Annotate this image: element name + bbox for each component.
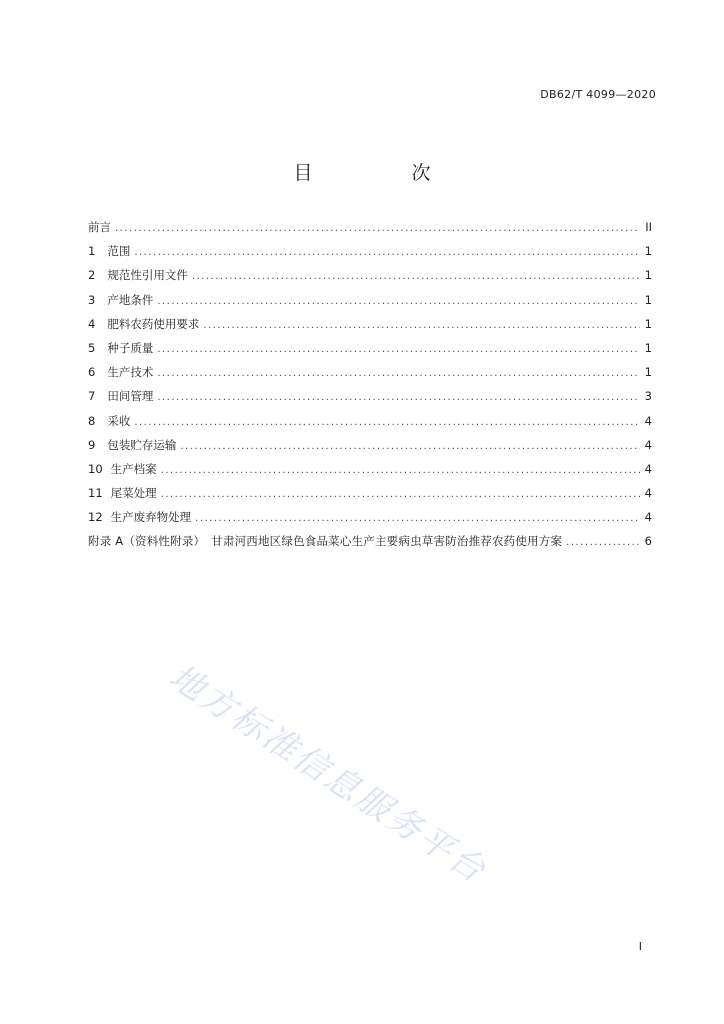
toc-leader bbox=[195, 513, 640, 524]
toc-entry-7[interactable] bbox=[88, 388, 652, 412]
toc-entry-9[interactable] bbox=[88, 437, 652, 461]
toc-page: 4 bbox=[644, 486, 652, 501]
toc-entry-12[interactable] bbox=[88, 509, 652, 533]
toc-entry-2[interactable] bbox=[88, 267, 652, 291]
toc-number: 7 bbox=[88, 389, 96, 404]
toc-leader bbox=[161, 465, 640, 476]
toc-leader bbox=[134, 247, 640, 258]
toc-entry-10[interactable] bbox=[88, 461, 652, 485]
toc-label: 生产废弃物处理 bbox=[110, 510, 192, 525]
toc-entry-3[interactable] bbox=[88, 292, 652, 316]
toc-label: 生产档案 bbox=[110, 461, 157, 476]
toc-page: 1 bbox=[644, 268, 652, 283]
toc-page: 4 bbox=[644, 413, 652, 428]
toc-leader bbox=[157, 344, 640, 355]
toc-entry-6[interactable] bbox=[88, 364, 652, 388]
toc-page: 1 bbox=[644, 365, 652, 380]
toc-label: 肥料农药使用要求 bbox=[107, 316, 200, 331]
table-of-contents bbox=[88, 219, 652, 558]
toc-number: 1 bbox=[88, 244, 96, 259]
toc-page: 4 bbox=[644, 461, 652, 476]
toc-entry-11[interactable] bbox=[88, 485, 652, 509]
toc-leader bbox=[161, 489, 640, 500]
toc-label: 产地条件 bbox=[107, 292, 154, 307]
toc-entry-8[interactable] bbox=[88, 413, 652, 437]
toc-page: 1 bbox=[644, 340, 652, 355]
toc-number: 2 bbox=[88, 268, 96, 283]
toc-page: 4 bbox=[644, 510, 652, 525]
toc-number: 4 bbox=[88, 316, 96, 331]
toc-leader bbox=[115, 223, 640, 234]
watermark-text: 地方标准信息服务平台 bbox=[161, 656, 494, 892]
toc-leader bbox=[566, 537, 640, 548]
toc-leader bbox=[157, 368, 640, 379]
toc-page: 3 bbox=[644, 389, 652, 404]
toc-label: 田间管理 bbox=[107, 389, 154, 404]
toc-label: 种子质量 bbox=[107, 340, 154, 355]
toc-page: II bbox=[645, 220, 652, 234]
toc-number: 8 bbox=[88, 413, 96, 428]
toc-page: 1 bbox=[644, 316, 652, 331]
toc-leader bbox=[192, 271, 640, 282]
toc-entry-4[interactable] bbox=[88, 316, 652, 340]
toc-page: 6 bbox=[644, 534, 652, 549]
toc-entry-foreword[interactable] bbox=[88, 219, 652, 243]
toc-leader bbox=[203, 320, 640, 331]
toc-label: 采收 bbox=[107, 413, 131, 428]
toc-entry-5[interactable] bbox=[88, 340, 652, 364]
toc-leader bbox=[157, 392, 640, 403]
toc-label: 包装贮存运输 bbox=[107, 437, 177, 452]
toc-label: 规范性引用文件 bbox=[107, 268, 188, 283]
toc-label: 附录 A（资料性附录） 甘肃河西地区绿色食品菜心生产主要病虫草害防治推荐农药使用方案 bbox=[88, 534, 563, 549]
toc-number: 6 bbox=[88, 365, 96, 380]
toc-label: 生产技术 bbox=[107, 365, 154, 380]
toc-number: 5 bbox=[88, 340, 96, 355]
standard-code: DB62/T 4099—2020 bbox=[540, 88, 656, 101]
toc-number: 3 bbox=[88, 292, 96, 307]
toc-page: 1 bbox=[644, 292, 652, 307]
toc-page: 1 bbox=[644, 244, 652, 259]
toc-number: 10 bbox=[88, 461, 103, 476]
toc-label: 范围 bbox=[107, 244, 131, 259]
toc-label: 前言 bbox=[88, 220, 111, 234]
toc-leader bbox=[134, 417, 640, 428]
toc-number: 9 bbox=[88, 437, 96, 452]
toc-entry-annex-a[interactable] bbox=[88, 533, 652, 557]
toc-label: 尾菜处理 bbox=[110, 486, 157, 501]
toc-entry-1[interactable] bbox=[88, 243, 652, 267]
toc-leader bbox=[180, 441, 640, 452]
page-title: 目 次 bbox=[293, 162, 471, 184]
toc-leader bbox=[157, 296, 640, 307]
toc-number: 11 bbox=[88, 486, 103, 501]
toc-number: 12 bbox=[88, 510, 103, 525]
toc-page: 4 bbox=[644, 437, 652, 452]
page-number: I bbox=[638, 940, 642, 953]
